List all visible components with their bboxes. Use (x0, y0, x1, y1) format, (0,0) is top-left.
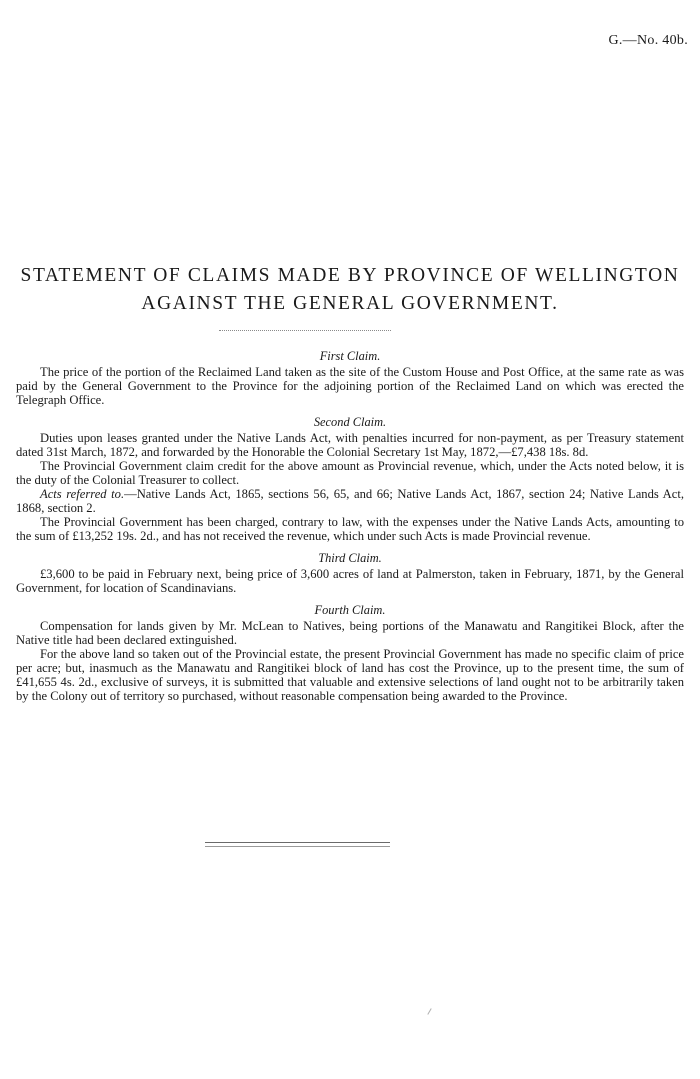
closing-divider (205, 842, 390, 847)
second-claim-paragraph-4: The Provincial Government has been charged, contrary to law, with the expenses under the Native Lands Acts, amounting to the sum of £13,252 19s. 2d., and has not received the revenue, which under such Acts is made Provincial revenue. (16, 515, 684, 543)
document-title (0, 262, 700, 318)
second-claim-paragraph-1: Duties upon leases granted under the Native Lands Act, with penalties incurred for non-payment, as per Treasury statement dated 31st March, 1872, and forwarded by the Honorable the Colonial Secretary 1st May, 1872,—£7,438 18s. 8d. (16, 431, 684, 459)
page-reference: G.—No. 40b. (608, 33, 688, 48)
acts-referred-label: Acts referred to. (40, 487, 125, 501)
first-claim-section (16, 349, 684, 407)
fourth-claim-heading: Fourth Claim. (314, 603, 386, 617)
document-body (16, 349, 684, 711)
title-line-2: AGAINST THE GENERAL GOVERNMENT. (141, 293, 559, 314)
second-claim-paragraph-2: The Provincial Government claim credit for the above amount as Provincial revenue, which, under the Acts noted below, it is the duty of the Colonial Treasurer to collect. (16, 459, 684, 487)
paper-speck (427, 1008, 431, 1015)
first-claim-paragraph: The price of the portion of the Reclaimed Land taken as the site of the Custom House and Post Office, at the same rate as was paid by the General Government to the Province for the adjoining portion of the Reclaimed Land on which was erected the Telegraph Office. (16, 365, 684, 407)
third-claim-paragraph: £3,600 to be paid in February next, being price of 3,600 acres of land at Palmerston, taken in February, 1871, by the General Government, for location of Scandinavians. (16, 567, 684, 595)
fourth-claim-section (16, 603, 684, 703)
third-claim-section (16, 551, 684, 595)
third-claim-heading: Third Claim. (318, 551, 382, 565)
fourth-claim-paragraph-2: For the above land so taken out of the Provincial estate, the present Provincial Government has made no specific claim of price per acre; but, inasmuch as the Manawatu and Rangitikei block of land has cost the Province, up to the present time, the sum of £41,655 4s. 2d., exclusive of surveys, it is submitted that valuable and extensive selections of land ought not to be arbitrarily taken by the Colony out of territory so purchased, without reasonable compensation being awarded to the Province. (16, 647, 684, 703)
second-claim-heading: Second Claim. (313, 415, 387, 429)
first-claim-heading: First Claim. (319, 349, 381, 363)
title-line-1: STATEMENT OF CLAIMS MADE BY PROVINCE OF WELLINGTON (20, 265, 680, 286)
second-claim-section (16, 415, 684, 543)
fourth-claim-paragraph-1: Compensation for lands given by Mr. McLean to Natives, being portions of the Manawatu and Rangitikei Block, after the Native title had been declared extinguished. (16, 619, 684, 647)
acts-referred-text: —Native Lands Act, 1865, sections 56, 65, and 66; Native Lands Act, 1867, section 24; Native Lands Act, 1868, section 2. (16, 487, 684, 515)
title-divider (219, 330, 391, 331)
second-claim-acts-paragraph (16, 487, 684, 515)
